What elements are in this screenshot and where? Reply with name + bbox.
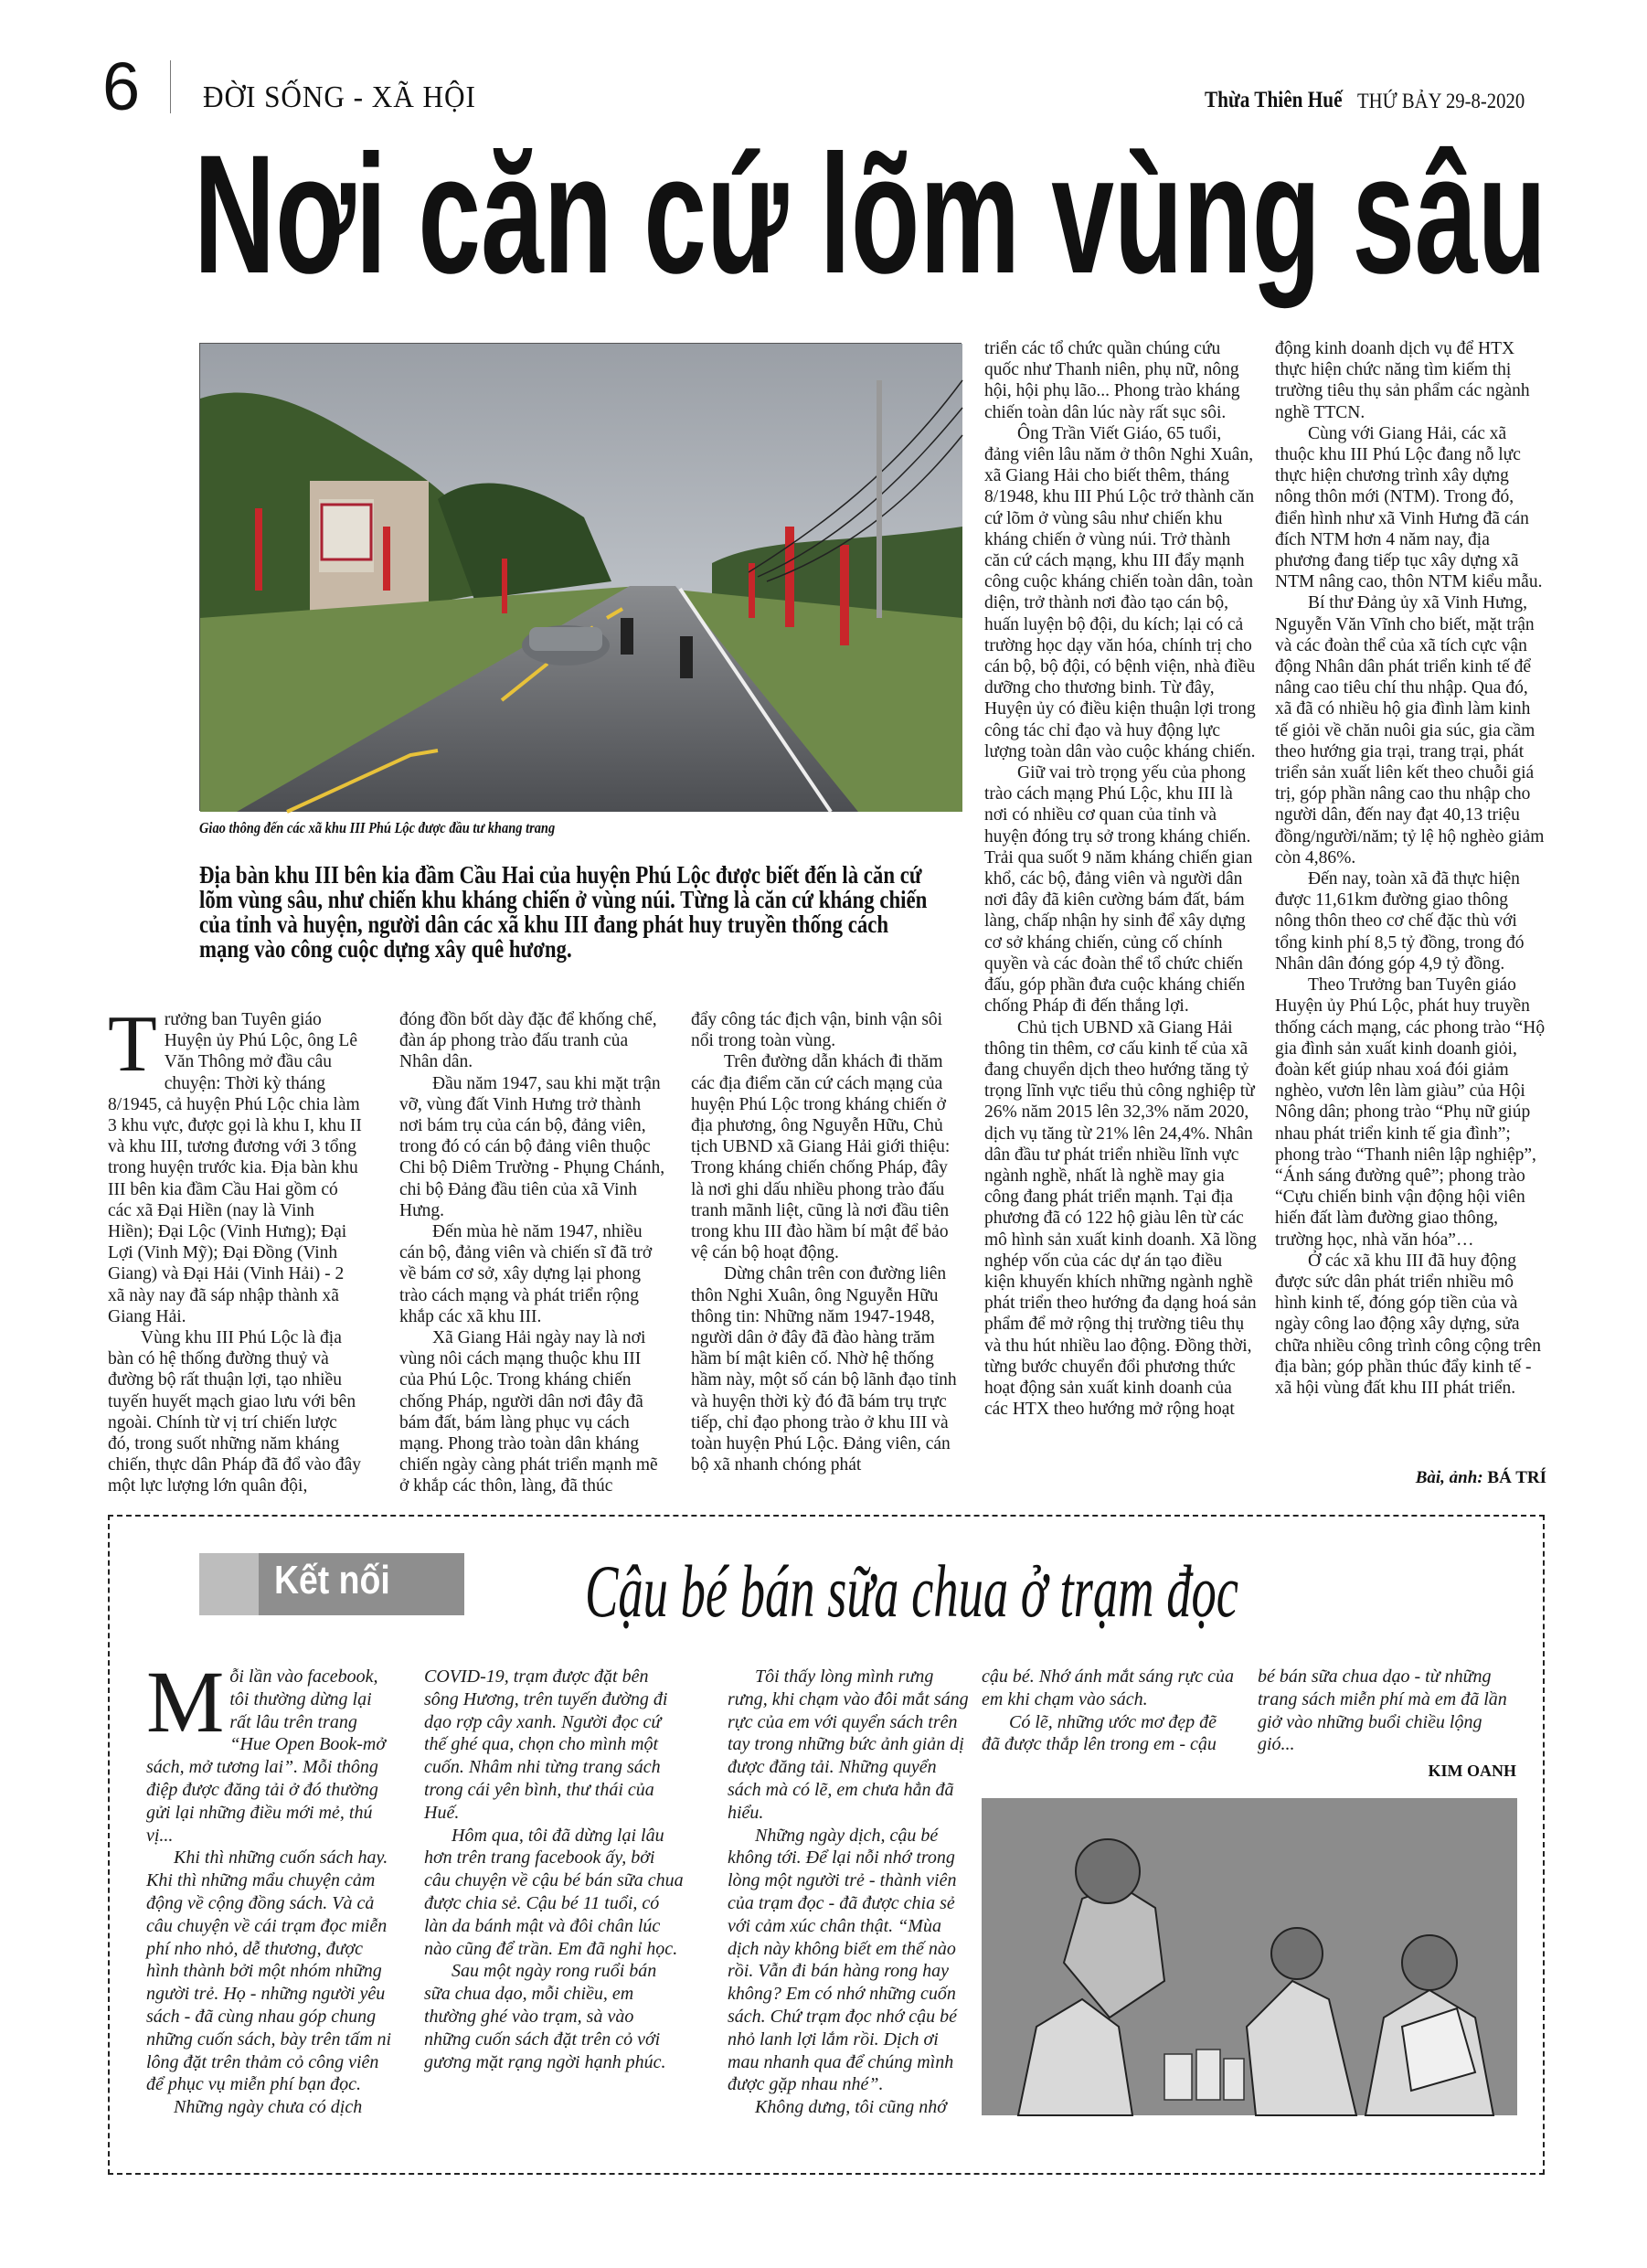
connect-paragraph: Sau một ngày rong ruổi bán sữa chua dạo, mỗi chiều, em thường ghé vào trạm, sà vào những cuốn sách đặt trên cỏ với gương mặt rạng ngời hạnh phúc. [424, 1961, 666, 2072]
book-reading-illustration [982, 1798, 1517, 2115]
article-paragraph: Dừng chân trên con đường liên thôn Nghi Xuân, ông Nguyễn Hữu thông tin: Những năm 1947-1948, người dân ở đây đã đào hàng trăm hầm bí mật kiên cố. Nhờ hệ thống hầm này, một số cán bộ lãnh đạo tỉnh và huyện thời kỳ đó đã bám trụ trực tiếp, chỉ đạo phong trào ở khu III và toàn huyện Phú Lộc. Đảng viên, cán bộ xã nhanh chóng phát [691, 1264, 957, 1475]
article-column-3 [691, 1009, 963, 1475]
paragraph-text: rưởng ban Tuyên giáo Huyện ủy Phú Lộc, ông Lê Văn Thông mở đầu câu chuyện: Thời kỳ tháng 8/1945, cả huyện Phú Lộc chia làm 3 khu vực, được gọi là khu I, khu II và khu III, tương đương với 3 tổng trong huyện trước kia. Địa bàn khu III bên kia đầm Cầu Hai gồm có các xã Đại Hiền (nay là Vinh Hiền); Đại Lộc (Vinh Hưng); Đại Lợi (Vinh Mỹ); Đại Đồng (Vinh Giang) và Đại Hải (Vinh Hải) - 2 xã này nay đã sáp nhập thành xã Giang Hải. [108, 1010, 362, 1326]
connect-paragraph: COVID-19, trạm được đặt bên sông Hương, trên tuyến đường đi dạo rợp cây xanh. Người đọc cứ thế ghé qua, chọn cho mình một cuốn. Nhâm nhi từng trang sách trong cái yên bình, thư thái của Huế. [424, 1666, 668, 1823]
connect-paragraph: Những ngày dịch, cậu bé không tới. Để lại nỗi nhớ trong lòng một người trẻ - thành viên của trạm đọc - đã được chia sẻ với cảm xúc chân thật. “Mùa dịch này không biết em thế nào rồi. Vẫn đi bán hàng rong hay không? Em có nhớ những cuốn sách. Chứ trạm đọc nhớ cậu bé nhỏ lanh lợi lắm rồi. Dịch ơi mau nhanh qua để chúng mình được gặp nhau nhé”. [728, 1825, 957, 2095]
connect-column-2 [424, 1666, 685, 2073]
drop-cap: M [146, 1653, 225, 1751]
article-photo [199, 343, 962, 811]
road-photo-illustration [200, 344, 962, 812]
connect-paragraph: bé bán sữa chua dạo - từ những trang sách miễn phí mà em đã lần giở vào những buổi chiều lộng gió... [1258, 1666, 1507, 1755]
issue-date: THỨ BẢY 29-8-2020 [1357, 90, 1525, 112]
article-paragraph: Giữ vai trò trọng yếu của phong trào cách mạng Phú Lộc, khu III là nơi có nhiều cơ quan của tỉnh và huyện đóng trụ sở trong kháng chiến. Trải qua suốt 9 năm kháng chiến gian khổ, các bộ, đảng viên và người dân nơi đây đã kiên cường bám đất, bám làng, chấp nhận hy sinh để xây dựng cơ sở kháng chiến, củng cố chính quyền và các đoàn thể tổ chức chiến đấu, góp phần đưa cuộc kháng chiến chống Pháp đi đến thắng lợi. [984, 763, 1253, 1017]
article-paragraph: Xã Giang Hải ngày nay là nơi vùng nôi cách mạng thuộc khu III của Phú Lộc. Trong kháng chiến chống Pháp, người dân nơi đây đã bám đất, bám làng phục vụ cách mạng. Phong trào toàn dân kháng chiến ngày càng phát triển mạnh mẽ ở khắp các thôn, làng, đã thúc [399, 1328, 658, 1496]
article-paragraph: Trên đường dẫn khách đi thăm các địa điểm căn cứ cách mạng của huyện Phú Lộc trong kháng chiến ở địa phương, ông Nguyễn Hữu, Chủ tịch UBND xã Giang Hải giới thiệu: Trong kháng chiến chống Pháp, đây là nơi ghi dấu nhiều phong trào đấu tranh mãnh liệt, cũng là nơi đầu tiên trong khu III đào hầm bí mật để bảo vệ cán bộ hoạt động. [691, 1052, 951, 1263]
connect-title-text: Cậu bé bán sữa chua ở trạm đọc [585, 1549, 1238, 1633]
connect-byline: KIM OANH [1428, 1762, 1516, 1780]
article-paragraph: Cùng với Giang Hải, các xã thuộc khu III Phú Lộc đang nỗ lực thực hiện chương trình xây dựng nông thôn mới (NTM). Trong đó, điển hình như xã Vinh Hưng đã cán đích NTM hơn 4 năm nay, địa phương đang tiếp tục xây dựng xã NTM nâng cao, thôn NTM kiểu mẫu. [1275, 423, 1543, 592]
byline-label: Bài, ảnh: [1415, 1468, 1483, 1487]
article-paragraph: triển các tổ chức quần chúng cứu quốc như Thanh niên, phụ nữ, nông hội, hội phụ lão... Phong trào kháng chiến toàn dân lúc này rất sục sôi. [984, 339, 1240, 422]
article-paragraph: Bí thư Đảng ủy xã Vinh Hưng, Nguyễn Văn Vĩnh cho biết, mặt trận và các đoàn thể của xã tích cực vận động Nhân dân phát triển kinh tế để nâng cao tiêu chí thu nhập. Qua đó, xã đã có nhiều hộ gia đình làm kinh tế giỏi về chăn nuôi gia súc, gia cầm theo hướng gia trại, trang trại, phát triển sản xuất liên kết theo chuỗi giá trị, góp phần nâng cao thu nhập cho người dân, đến nay đạt 40,13 triệu đồng/người/năm; tỷ lệ hộ nghèo giảm còn 4,86%. [1275, 593, 1545, 868]
article-paragraph: Đến mùa hè năm 1947, nhiều cán bộ, đảng viên và chiến sĩ đã trở về bám cơ sở, xây dựng lại phong trào cách mạng và phát triển rộng khắp các xã khu III. [399, 1222, 653, 1326]
article-lead: Địa bàn khu III bên kia đầm Cầu Hai của huyện Phú Lộc được biết đến là căn cứ lõm vùng sâu, như chiến khu kháng chiến ở vùng núi. Từng là căn cứ kháng chiến của tỉnh và huyện, người dân các xã khu III đang phát huy truyền thống cách mạng vào công cuộc dựng xây quê hương. [199, 861, 928, 963]
article-column-5 [1275, 338, 1547, 1399]
connect-column-3 [728, 1666, 970, 2119]
connect-paragraph: Hôm qua, tôi đã dừng lại lâu hơn trên trang facebook ấy, bởi câu chuyện về cậu bé bán sữa chua được chia sẻ. Cậu bé 11 tuổi, có làn da bánh mật và đôi chân lúc nào cũng để trần. Em đã nghỉ học. [424, 1825, 684, 1959]
sketch-illustration [982, 1798, 1517, 2115]
connect-paragraph: Tôi thấy lòng mình rưng rưng, khi chạm vào đôi mắt sáng rực của em với quyển sách trên tay trong những bức ảnh giản dị được đăng tải. Những quyển sách mà có lẽ, em chưa hẳn đã hiểu. [728, 1666, 969, 1823]
article-paragraph: Theo Trưởng ban Tuyên giáo Huyện ủy Phú Lộc, phát huy truyền thống cách mạng, các phong trào “Hộ gia đình sản xuất kinh doanh giỏi, đoàn kết giúp nhau xoá đói giảm nghèo, vươn lên làm giàu” của Hội Nông dân; phong trào “Phụ nữ giúp nhau phát triển kinh tế gia đình”; phong trào “Thanh niên lập nghiệp”, “Ánh sáng đường quê”; phong trào “Cựu chiến binh vận động hội viên hiến đất làm đường giao thông, trường học, nhà văn hóa”… [1275, 975, 1546, 1250]
connect-column-5 [1258, 1666, 1523, 1756]
connect-paragraph: Những ngày chưa có dịch [174, 2097, 363, 2118]
header-divider [170, 60, 171, 113]
connect-paragraph: cậu bé. Nhớ ánh mắt sáng rực của em khi chạm vào sách. [982, 1666, 1234, 1709]
article-byline [1275, 1468, 1546, 1488]
headline-text: Nơi căn cứ lõm vùng sâu [194, 121, 1546, 309]
article-paragraph: Chủ tịch UBND xã Giang Hải thông tin thêm, cơ cấu kinh tế của xã đang chuyển dịch theo hướng tăng tỷ trọng lĩnh vực tiểu thủ công nghiệp từ 26% năm 2015 lên 32,3% năm 2020, dịch vụ tăng từ 21% lên 24,4%. Nhân dân đầu tư phát triển nhiều lĩnh vực ngành nghề, nhất là nghề may gia công đang phát triển mạnh. Tại địa phương đã có 122 hộ giàu lên từ các mô hình sản xuất kinh doanh. Xã lồng nghép vốn của các dự án tạo điều kiện khuyến khích những ngành nghề phát triển theo hướng đa dạng hoá sản phẩm để mở rộng thị trường tiêu thụ và thu hút nhiều lao động. Đồng thời, từng bước chuyển đổi phương thức hoạt động sản xuất kinh doanh của các HTX theo hướng mở rộng hoạt [984, 1017, 1257, 1420]
connect-badge-accent [199, 1553, 259, 1615]
connect-title [585, 1545, 1252, 1636]
page-number: 6 [102, 48, 141, 124]
drop-cap: T [108, 1000, 157, 1089]
article-paragraph: Ông Trần Viết Giáo, 65 tuổi, đảng viên lâu năm ở thôn Nghi Xuân, xã Giang Hải cho biết thêm, tháng 8/1948, khu III Phú Lộc trở thành căn cứ lõm ở vùng sâu như chiến khu kháng chiến ở vùng núi. Trở thành căn cứ cách mạng, khu III đẩy mạnh công cuộc kháng chiến toàn dân, toàn diện, trở thành nơi đào tạo cán bộ, huấn luyện bộ đội, du kích; lại có cả trường học dạy văn hóa, chính trị cho cán bộ, bộ đội, có bệnh viện, nhà điều dưỡng cho thương binh. Từ đây, Huyện ủy có điều kiện thuận lợi trong công tác chỉ đạo và huy động lực lượng toàn dân vào cuộc kháng chiến. [984, 423, 1256, 761]
connect-column-1 [146, 1653, 395, 2119]
article-column-1 [108, 1000, 362, 1497]
article-headline [194, 121, 1556, 309]
section-title: ĐỜI SỐNG - XÃ HỘI [203, 80, 476, 114]
article-paragraph: động kinh doanh dịch vụ để HTX thực hiện chức năng tìm kiếm thị trường tiêu thụ sản phẩm các ngành nghề TTCN. [1275, 339, 1530, 422]
connect-column-4 [982, 1666, 1238, 1756]
paragraph-text: ỗi lần vào facebook, tôi thường dừng lại rất lâu trên trang “Hue Open Book-mở sách, mở tương lai”. Mỗi thông điệp được đăng tải ở đó thường gửi lại những điều mới mẻ, thú vị... [146, 1666, 386, 1846]
connect-badge-label: Kết nối [274, 1558, 390, 1603]
connect-paragraph: Có lẽ, những ước mơ đẹp đẽ đã được thắp lên trong em - cậu [982, 1711, 1217, 1755]
article-column-4 [984, 338, 1257, 1420]
article-paragraph: Ở các xã khu III đã huy động được sức dân phát triển nhiều mô hình kinh tế, đóng góp tiền của và ngày công lao động xây dựng, sửa chữa nhiều công trình công cộng trên địa bàn; góp phần thúc đẩy kinh tế - xã hội vùng đất khu III phát triển. [1275, 1251, 1542, 1398]
connect-paragraph: Khi thì những cuốn sách hay. Khi thì những mẩu chuyện cảm động về cộng đồng sách. Và cả câu chuyện về cái trạm đọc miễn phí nho nhỏ, dễ thương, được hình thành bởi một nhóm những người trẻ. Họ - những người yêu sách - đã cùng nhau góp chung những cuốn sách, bày trên tấm ni lông đặt trên thảm cỏ công viên để phục vụ miễn phí bạn đọc. [146, 1847, 392, 2095]
article-paragraph: Vùng khu III Phú Lộc là địa bàn có hệ thống đường thuỷ và đường bộ rất thuận lợi, tạo nhiều tuyến huyết mạch giao lưu với bên ngoài. Chính từ vị trí chiến lược đó, trong suốt những năm kháng chiến, thực dân Pháp đã đổ vào đây một lực lượng lớn quân đội, [108, 1328, 361, 1496]
article-paragraph [108, 1000, 362, 1327]
article-paragraph: đóng đồn bốt dày đặc để khống chế, đàn áp phong trào đấu tranh của Nhân dân. [399, 1010, 657, 1072]
article-paragraph: Đầu năm 1947, sau khi mặt trận vỡ, vùng đất Vinh Hưng trở thành nơi bám trụ của cán bộ, đảng viên, trong đó có cán bộ đảng viên thuộc Chi bộ Diêm Trường - Phụng Chánh, chi bộ Đảng đầu tiên của xã Vinh Hưng. [399, 1073, 665, 1220]
article-column-2 [399, 1009, 666, 1497]
article-paragraph: đẩy công tác địch vận, binh vận sôi nổi trong toàn vùng. [691, 1010, 943, 1051]
connect-paragraph [146, 1653, 395, 1847]
newspaper-name: Thừa Thiên Huế [1205, 88, 1343, 112]
article-paragraph: Đến nay, toàn xã đã thực hiện được 11,61km đường giao thông nông thôn theo cơ chế đặc thù với tổng kinh phí 8,5 tỷ đồng, trong đó Nhân dân đóng góp 4,9 tỷ đồng. [1275, 869, 1525, 974]
connect-paragraph: Không dưng, tôi cũng nhớ [755, 2097, 947, 2118]
byline-author: BÁ TRÍ [1487, 1468, 1546, 1487]
photo-caption: Giao thông đến các xã khu III Phú Lộc được đầu tư khang trang [199, 819, 556, 836]
